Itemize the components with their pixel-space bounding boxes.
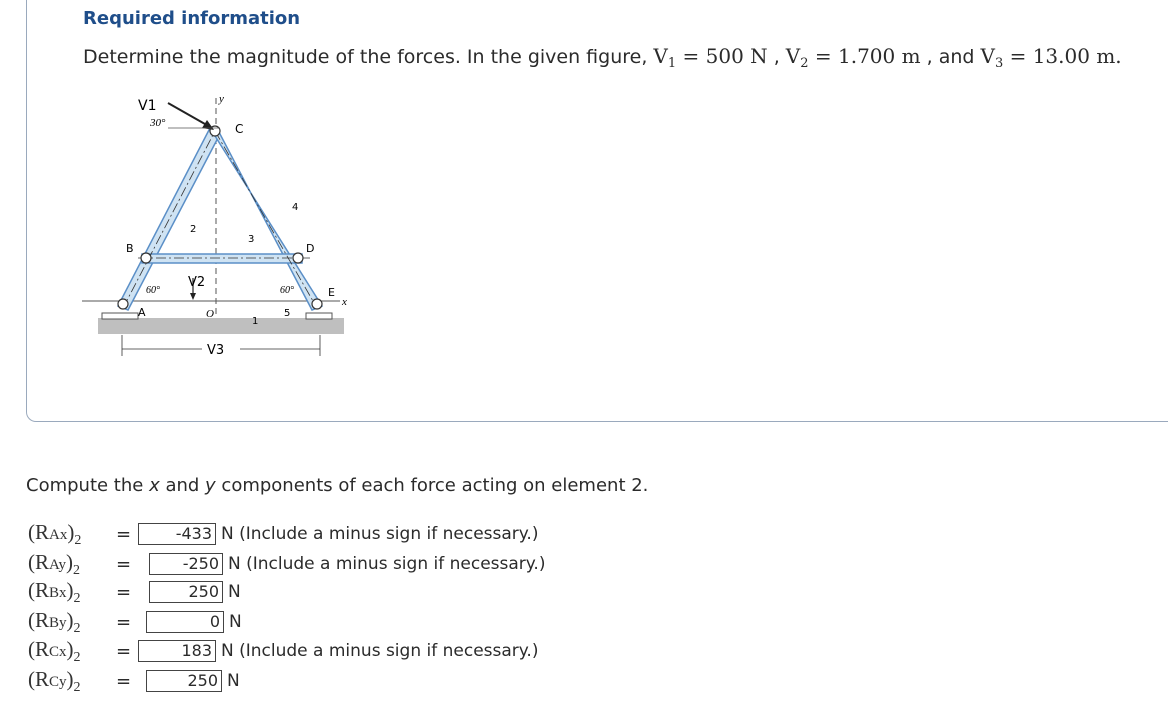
v2-value: = 1.700 m: [808, 44, 921, 68]
answer-row-rcx: [28, 637, 538, 665]
label-member-1: 1: [252, 316, 259, 327]
label-angle-60-left: 60°: [146, 285, 160, 296]
label-v2: V2: [188, 275, 206, 290]
answer-row-rcy: [28, 667, 240, 695]
question-y: y: [205, 475, 216, 496]
answer-unit: N (Include a minus sign if necessary.): [228, 554, 546, 574]
frame-diagram: [80, 88, 360, 368]
label-member-2: 2: [190, 224, 197, 235]
equals-sign: =: [116, 581, 132, 603]
label-member-5: 5: [284, 308, 291, 319]
label-o: O: [206, 308, 214, 320]
answer-unit: N: [227, 671, 240, 691]
separator-1: ,: [767, 46, 786, 68]
support-a-base: [102, 313, 138, 319]
member-4: [210, 128, 322, 310]
v3-symbol: V: [980, 44, 995, 68]
pin-d: [293, 253, 303, 263]
equals-sign: =: [116, 670, 132, 692]
pin-e: [312, 299, 322, 309]
v2-arrowhead: [190, 293, 196, 300]
label-v1: V1: [138, 98, 157, 114]
answer-row-rbx: [28, 578, 241, 606]
question-text-1: Compute the: [26, 475, 150, 496]
label-d: D: [306, 242, 315, 255]
answer-label: $(RBy)_2$: [28, 607, 81, 636]
label-y-axis: y: [219, 93, 224, 105]
answer-input-rbx[interactable]: 250: [149, 581, 223, 603]
label-v3: V3: [207, 343, 225, 358]
ground-slab: [98, 318, 344, 334]
answer-label: $(RAx)_2$: [28, 519, 82, 548]
answer-unit: N (Include a minus sign if necessary.): [221, 641, 539, 661]
answer-label: $(RBx)_2$: [28, 577, 81, 606]
answer-label: $(RAy)_2$: [28, 549, 80, 578]
question-text-2: and: [159, 475, 206, 496]
question-text-3: components of each force acting on element 2.: [215, 475, 649, 496]
question-x: x: [149, 475, 160, 496]
support-e-base: [306, 313, 332, 319]
v1-value: = 500 N: [676, 44, 768, 68]
equals-sign: =: [116, 640, 132, 662]
pin-b: [141, 253, 151, 263]
answer-unit: N: [228, 582, 241, 602]
answer-unit: N: [229, 612, 242, 632]
label-a: A: [138, 306, 146, 319]
label-e: E: [328, 286, 335, 299]
section-title: Required information: [83, 8, 301, 29]
v3-subscript: 3: [994, 56, 1004, 71]
problem-lead: Determine the magnitude of the forces. In the given figure,: [83, 46, 654, 68]
answer-input-rby[interactable]: 0: [146, 611, 224, 633]
label-member-3: 3: [248, 234, 255, 245]
problem-statement: [83, 44, 1122, 71]
separator-2: , and: [920, 46, 981, 68]
pin-a: [118, 299, 128, 309]
answer-input-rcy[interactable]: 250: [146, 670, 222, 692]
v1-symbol: V: [653, 44, 668, 68]
answer-input-rax[interactable]: -433: [138, 523, 216, 545]
answer-input-ray[interactable]: -250: [149, 553, 223, 575]
answer-label: $(RCy)_2$: [28, 666, 81, 695]
answer-row-rby: [28, 608, 242, 636]
v2-symbol: V: [785, 44, 801, 68]
v1-subscript: 1: [667, 56, 677, 71]
label-b: B: [126, 242, 134, 255]
answer-label: $(RCx)_2$: [28, 636, 81, 665]
answer-row-rax: [28, 520, 538, 548]
label-angle-30: 30°: [150, 117, 166, 129]
equals-sign: =: [116, 611, 132, 633]
label-member-4: 4: [292, 202, 299, 213]
question-prompt: [26, 475, 648, 496]
v2-subscript: 2: [800, 56, 809, 71]
v1-arrowhead: [202, 120, 214, 130]
label-x-axis: x: [342, 296, 347, 308]
member-3: [142, 254, 302, 263]
answer-row-ray: [28, 550, 545, 578]
v3-value: = 13.00 m.: [1003, 44, 1122, 68]
answer-unit: N (Include a minus sign if necessary.): [221, 524, 539, 544]
frame-figure: [80, 88, 360, 368]
equals-sign: =: [116, 523, 132, 545]
label-angle-60-right: 60°: [280, 285, 294, 296]
label-c: C: [235, 122, 244, 136]
answer-input-rcx[interactable]: 183: [138, 640, 216, 662]
equals-sign: =: [116, 553, 132, 575]
